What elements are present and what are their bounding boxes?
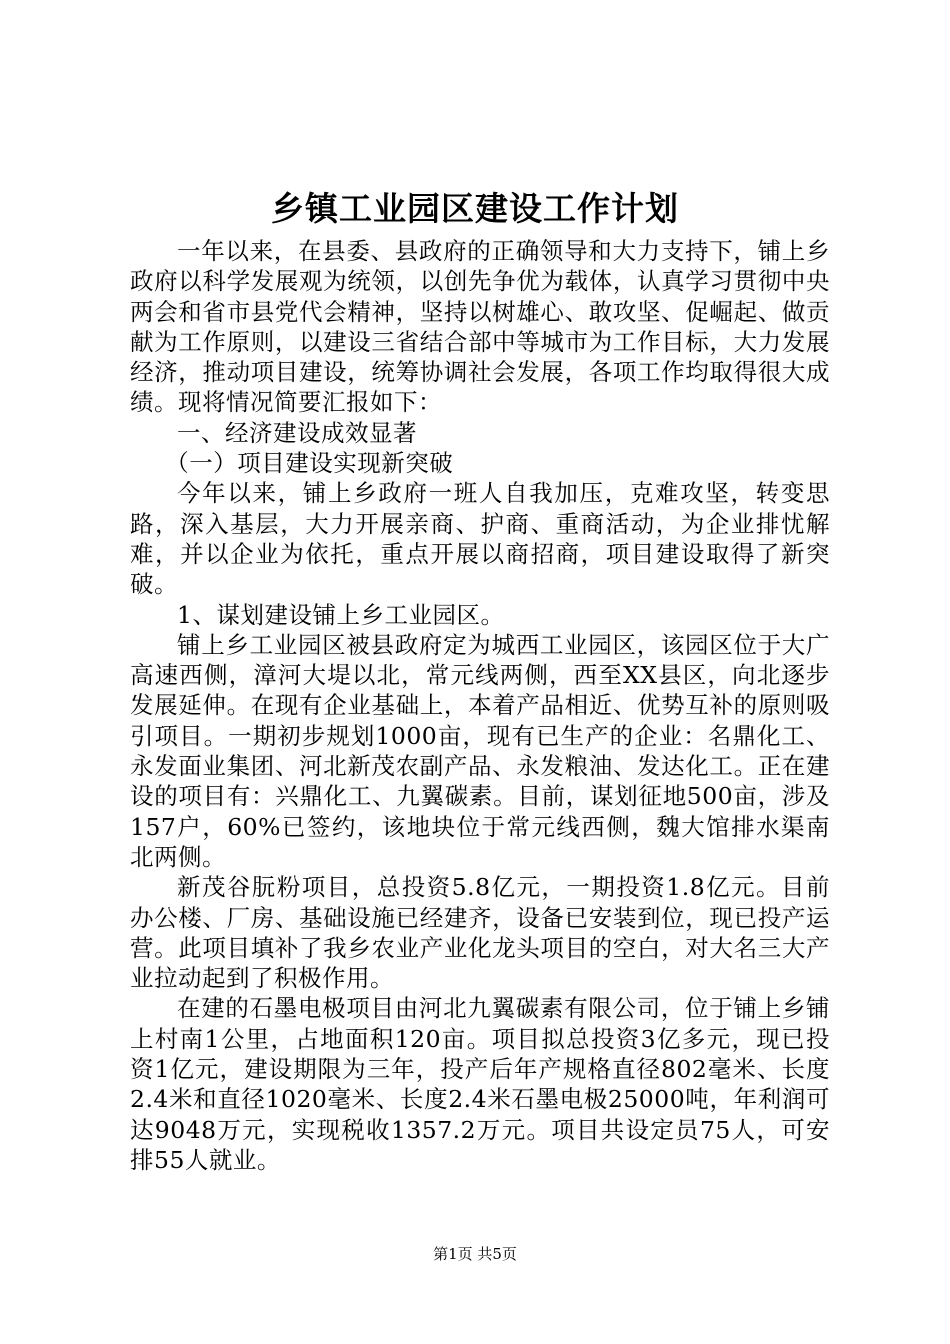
paragraph-project-overview: 今年以来，铺上乡政府一班人自我加压，克难攻坚，转变思路，深入基层，大力开展亲商、护商、重商活动，为企业排忧解难，并以企业为依托，重点开展以商招商，项目建设取得了新突破。 — [130, 479, 830, 599]
paragraph-industrial-park: 铺上乡工业园区被县政府定为城西工业园区，该园区位于大广高速西侧，漳河大堤以北，常元线两侧，西至XX县区，向北逐步发展延伸。在现有企业基础上，本着产品相近、优势互补的原则吸引项目。一期初步规划1000亩，现有已生产的企业：名鼎化工、永发面业集团、河北新茂农副产品、永发粮油、发达化工。正在建设的项目有：兴鼎化工、九翼碳素。目前，谋划征地500亩，涉及157户，60%已签约，该地块位于常元线西侧，魏大馆排水渠南北两侧。 — [130, 630, 830, 871]
document-title: 乡镇工业园区建设工作计划 — [271, 189, 679, 228]
subsection-heading-projects: （一）项目建设实现新突破 — [165, 449, 454, 478]
section-heading-economy: 一、经济建设成效显著 — [177, 418, 417, 447]
page-footer: 第1页 共5页 — [433, 1245, 517, 1263]
paragraph-graphite-project: 在建的石墨电极项目由河北九翼碳素有限公司，位于铺上乡铺上村南1公里，占地面积120亩。项目拟总投资3亿多元，现已投资1亿元，建设期限为三年，投产后年产规格直径802毫米、长度2.4米和直径1020毫米、长度2.4米石墨电极25000吨，年利润可达9048万元，实现税收1357.2万元。项目共设定员75人，可安排55人就业。 — [130, 994, 830, 1174]
paragraph-xinmao-project: 新茂谷朊粉项目，总投资5.8亿元，一期投资1.8亿元。目前办公楼、厂房、基础设施已经建齐，设备已安装到位，现已投产运营。此项目填补了我乡农业产业化龙头项目的空白，对大名三大产业拉动起到了积极作用。 — [130, 873, 830, 993]
document-body — [130, 236, 830, 1175]
item-heading-industrial-park: 1、谋划建设铺上乡工业园区。 — [177, 600, 505, 629]
paragraph-intro: 一年以来，在县委、县政府的正确领导和大力支持下，铺上乡政府以科学发展观为统领，以创先争优为载体，认真学习贯彻中央两会和省市县党代会精神，坚持以树雄心、敢攻坚、促崛起、做贡献为工作原则，以建设三省结合部中等城市为工作目标，大力发展经济，推动项目建设，统筹协调社会发展，各项工作均取得很大成绩。现将情况简要汇报如下： — [130, 237, 830, 417]
